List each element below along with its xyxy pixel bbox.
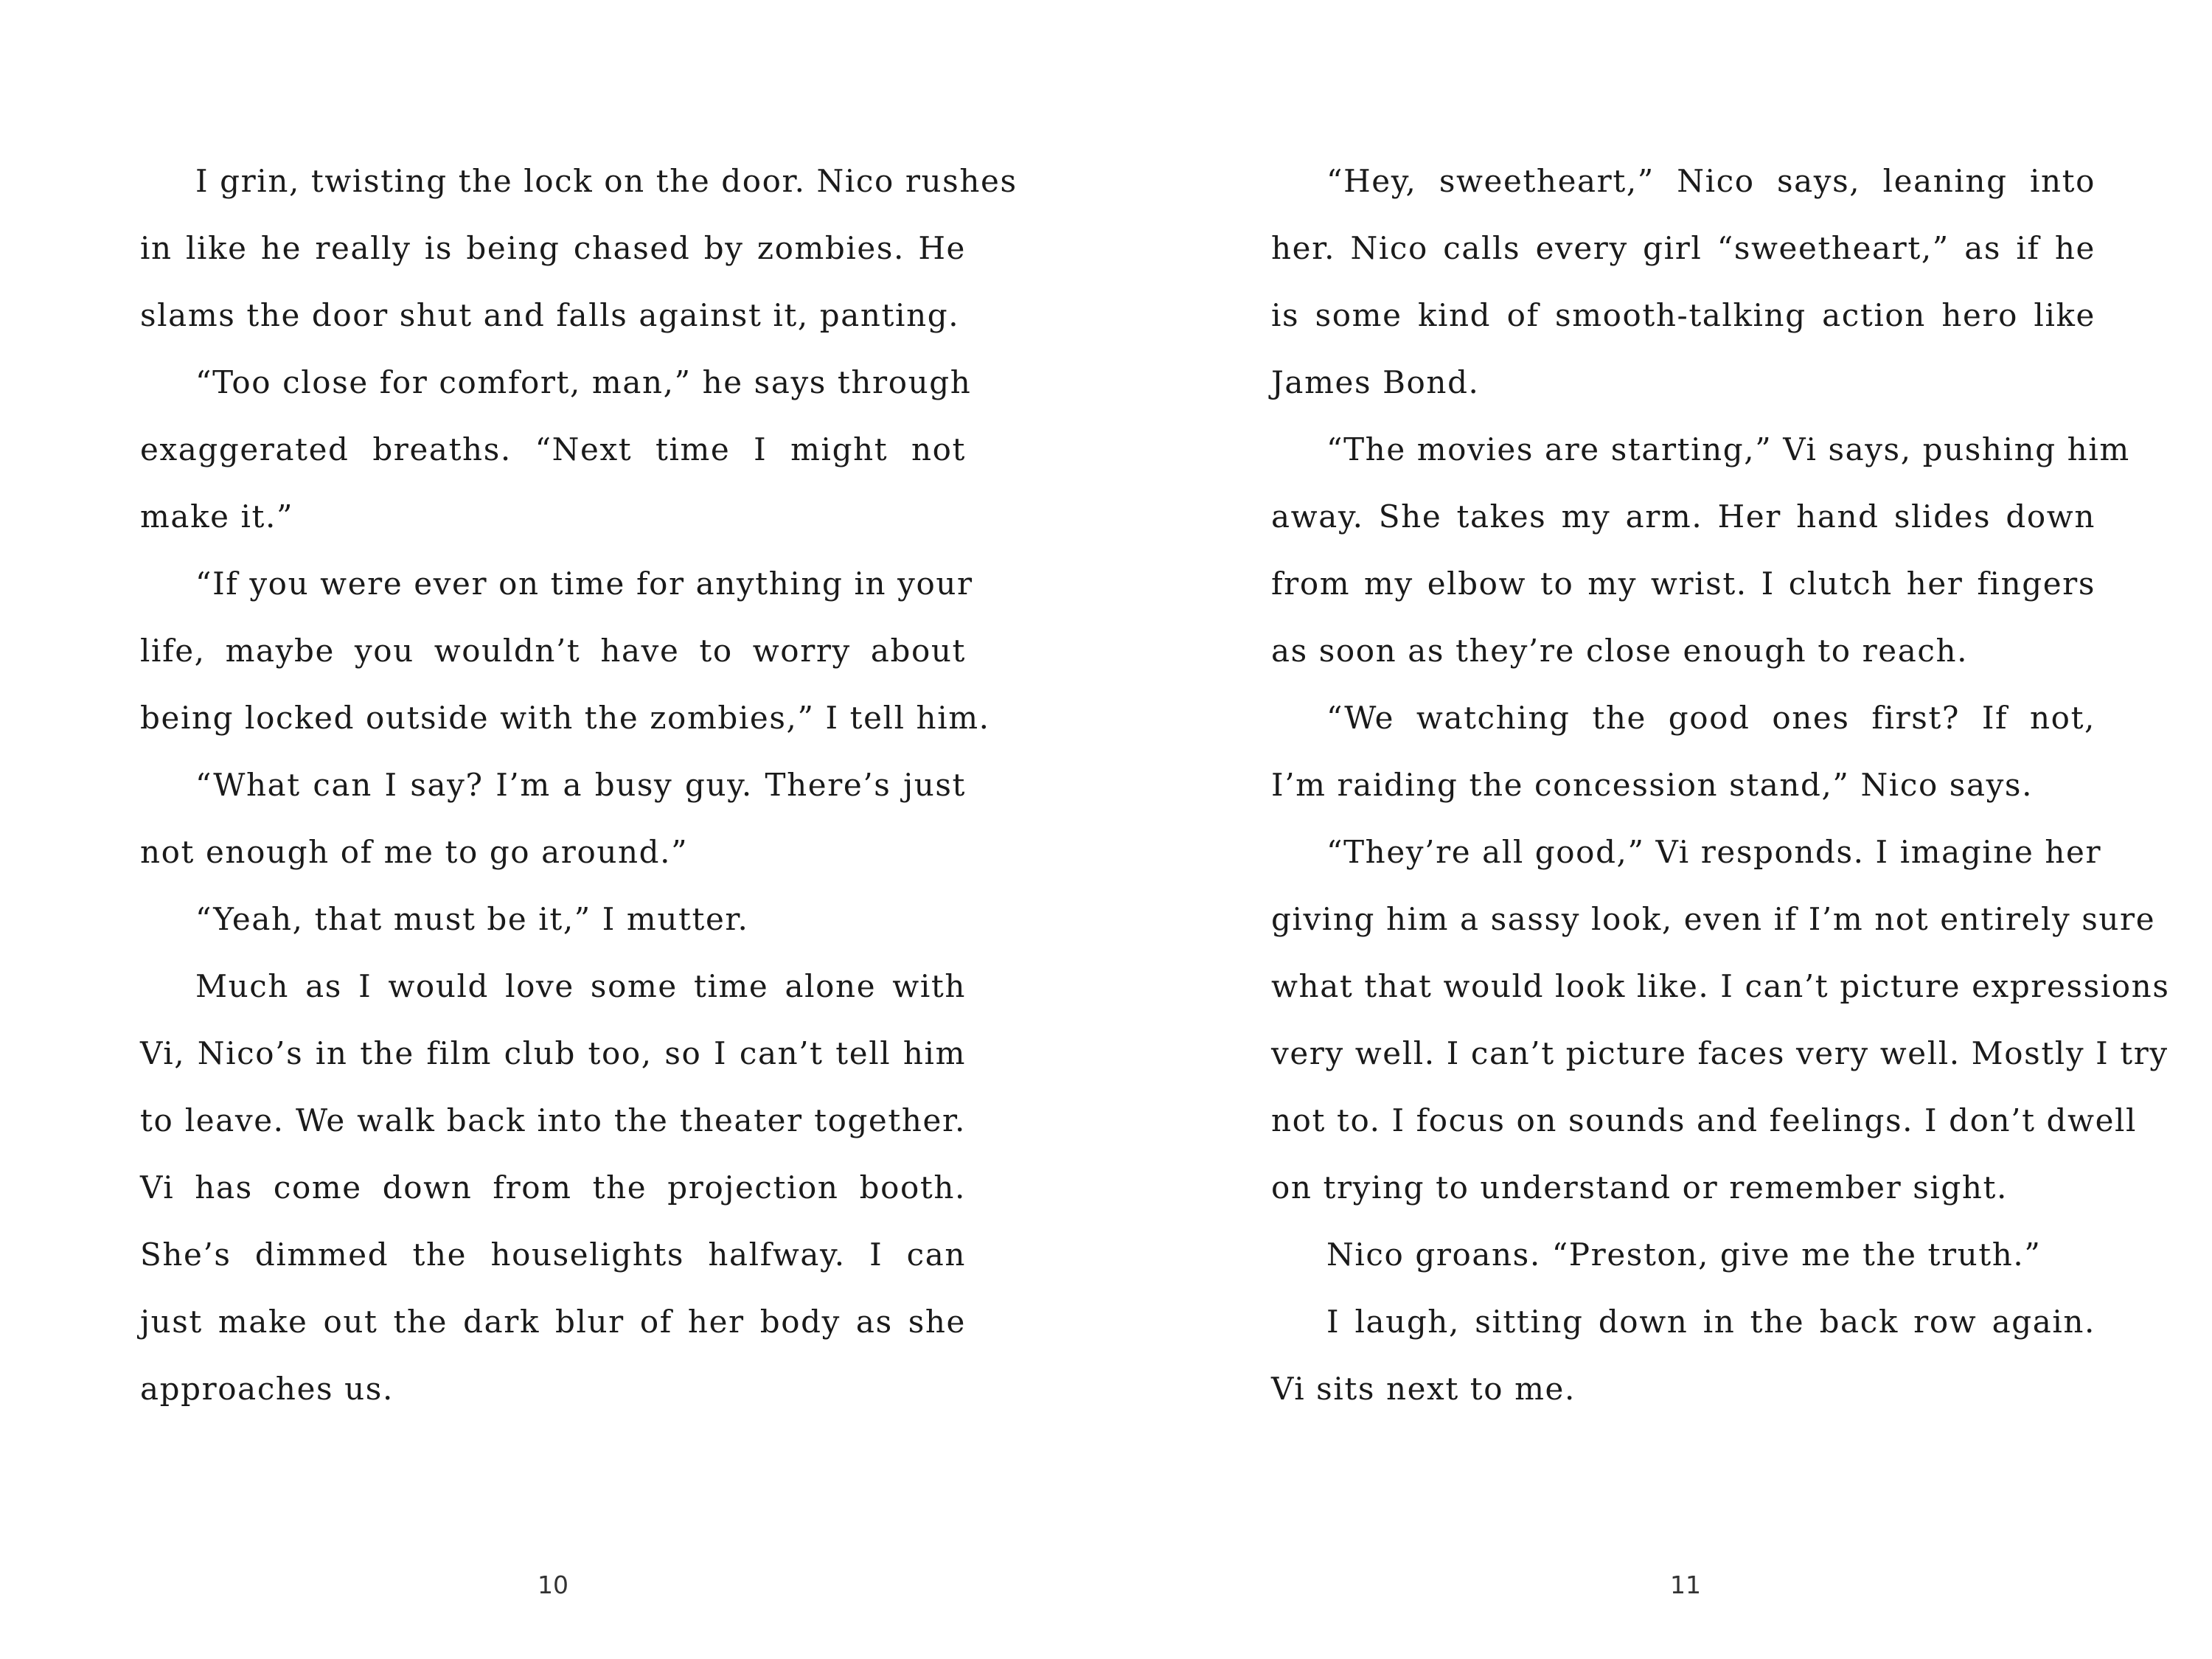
- text-line: life, maybe you wouldn’t have to worry about: [140, 633, 966, 669]
- text-line: not enough of me to go around.”: [140, 834, 689, 870]
- text-line: “We watching the good ones first? If not,: [1326, 700, 2096, 736]
- text-line: She’s dimmed the houselights halfway. I can: [140, 1237, 966, 1273]
- page-number: 11: [1670, 1571, 1701, 1599]
- text-line: “The movies are starting,” Vi says, pushing him: [1326, 431, 2130, 467]
- text-line: very well. I can’t picture faces very well. Mostly I try: [1271, 1035, 2168, 1071]
- text-line: in like he really is being chased by zombies. He: [140, 230, 966, 266]
- text-line: Much as I would love some time alone with: [195, 968, 966, 1004]
- text-line: “They’re all good,” Vi responds. I imagine her: [1326, 834, 2102, 870]
- text-line: I laugh, sitting down in the back row again.: [1326, 1304, 2096, 1340]
- text-line: her. Nico calls every girl “sweetheart,” as if he: [1271, 230, 2096, 266]
- text-line: “Too close for comfort, man,” he says through: [195, 364, 972, 400]
- text-line: James Bond.: [1271, 364, 1480, 400]
- text-line: I’m raiding the concession stand,” Nico says.: [1271, 767, 2034, 803]
- text-line: I grin, twisting the lock on the door. Nico rushes: [195, 163, 1018, 199]
- text-line: “What can I say? I’m a busy guy. There’s just: [195, 767, 966, 803]
- text-line: being locked outside with the zombies,” I tell him.: [140, 700, 990, 736]
- right-page: [1106, 0, 2212, 1659]
- text-line: “Yeah, that must be it,” I mutter.: [195, 901, 749, 937]
- text-line: “Hey, sweetheart,” Nico says, leaning into: [1326, 163, 2096, 199]
- text-line: Vi, Nico’s in the film club too, so I can’t tell him: [140, 1035, 966, 1071]
- text-line: approaches us.: [140, 1371, 394, 1407]
- text-line: from my elbow to my wrist. I clutch her fingers: [1271, 566, 2096, 602]
- text-line: Vi sits next to me.: [1271, 1371, 1576, 1407]
- page-number: 10: [538, 1571, 568, 1599]
- text-line: as soon as they’re close enough to reach.: [1271, 633, 1969, 669]
- text-line: Vi has come down from the projection booth.: [140, 1169, 966, 1206]
- text-line: not to. I focus on sounds and feelings. I don’t dwell: [1271, 1102, 2138, 1138]
- text-line: to leave. We walk back into the theater together.: [140, 1102, 966, 1138]
- text-line: make it.”: [140, 498, 294, 535]
- text-line: slams the door shut and falls against it, panting.: [140, 297, 960, 333]
- left-page-text: [140, 147, 1018, 1422]
- text-line: Nico groans. “Preston, give me the truth.”: [1326, 1237, 2042, 1273]
- text-line: what that would look like. I can’t picture expressions: [1271, 968, 2170, 1004]
- text-line: on trying to understand or remember sight.: [1271, 1169, 2008, 1206]
- right-page-text: [1271, 147, 2170, 1422]
- text-line: is some kind of smooth-talking action hero like: [1271, 297, 2096, 333]
- text-line: exaggerated breaths. “Next time I might not: [140, 431, 966, 467]
- text-line: giving him a sassy look, even if I’m not entirely sure: [1271, 901, 2156, 937]
- text-line: away. She takes my arm. Her hand slides down: [1271, 498, 2096, 535]
- text-line: “If you were ever on time for anything in your: [195, 566, 973, 602]
- text-line: just make out the dark blur of her body as she: [140, 1304, 966, 1340]
